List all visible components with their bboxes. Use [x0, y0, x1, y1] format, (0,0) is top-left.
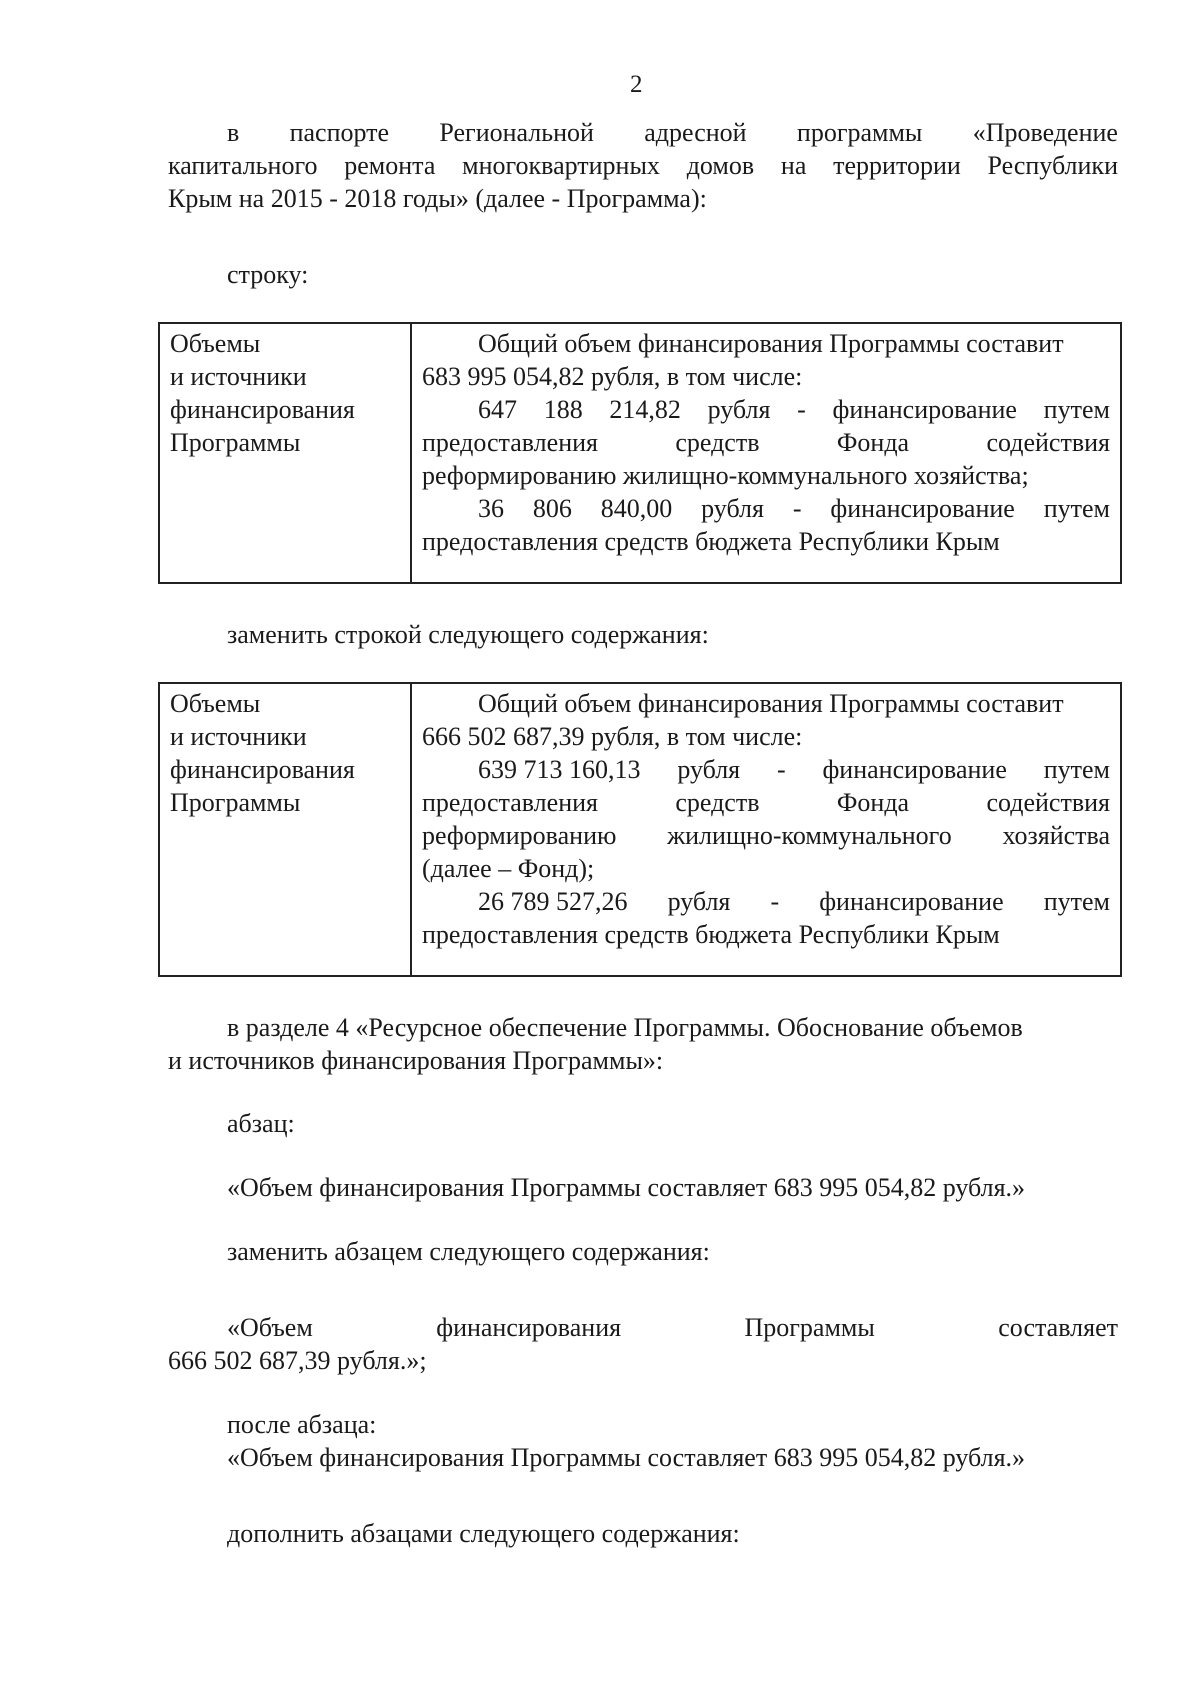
- word: -: [776, 755, 786, 784]
- word: 639 713 160,13: [478, 755, 641, 784]
- word: Республики: [987, 151, 1118, 180]
- word: составляет: [998, 1313, 1118, 1342]
- section4-line-2: и источников финансирования Программы»:: [168, 1046, 664, 1075]
- word: путем: [1043, 494, 1110, 523]
- cell-line: предоставления средств бюджета Республики Крым: [422, 527, 1000, 556]
- word: 188: [543, 395, 583, 424]
- word: предоставления: [422, 788, 598, 817]
- word: капитального: [168, 151, 318, 180]
- replace-paragraph-label: заменить абзацем следующего содержания:: [227, 1237, 710, 1266]
- word: «Проведение: [972, 118, 1118, 147]
- cell-line: финансирования: [170, 755, 355, 784]
- word: путем: [1043, 755, 1110, 784]
- word: рубля: [667, 887, 731, 916]
- after-paragraph-quote: «Объем финансирования Программы составляет 683 995 054,82 рубля.»: [227, 1443, 1026, 1472]
- word: Региональной: [439, 118, 594, 147]
- cell-line: [422, 786, 1110, 819]
- row-label: строку:: [227, 260, 309, 289]
- new-paragraph-line-1: [227, 1311, 1118, 1344]
- word: путем: [1043, 887, 1110, 916]
- cell-line: и источники: [170, 362, 307, 391]
- cell-line: и источники: [170, 722, 307, 751]
- cell-line: финансирования: [170, 395, 355, 424]
- word: на: [780, 151, 807, 180]
- table-row: [159, 323, 1121, 583]
- table-left-cell: [159, 323, 411, 583]
- word: 647: [478, 395, 517, 424]
- word: 806: [532, 494, 572, 523]
- word: финансирования: [436, 1313, 622, 1342]
- word: финансирование: [830, 494, 1015, 523]
- table-right-cell: [411, 323, 1121, 583]
- word: «Объем: [227, 1313, 313, 1342]
- old-paragraph-quote: «Объем финансирования Программы составляет 683 995 054,82 рубля.»: [227, 1173, 1026, 1202]
- word: 214,82: [609, 395, 681, 424]
- word: домов: [686, 151, 755, 180]
- word: 26 789 527,26: [478, 887, 628, 916]
- word: средств: [675, 788, 760, 817]
- cell-line: предоставления средств бюджета Республики Крым: [422, 920, 1000, 949]
- word: Фонда: [836, 428, 910, 457]
- word: содействия: [986, 788, 1110, 817]
- cell-line: Общий объем финансирования Программы составит: [478, 329, 1064, 358]
- word: финансирование: [822, 755, 1007, 784]
- word: адресной: [644, 118, 747, 147]
- cell-line: Программы: [170, 788, 301, 817]
- word: жилищно-коммунального: [667, 821, 952, 850]
- word: рубля: [677, 755, 741, 784]
- word: путем: [1043, 395, 1110, 424]
- word: хозяйства: [1002, 821, 1110, 850]
- word: финансирование: [819, 887, 1004, 916]
- word: -: [797, 395, 806, 424]
- cell-line: [422, 753, 1110, 786]
- cell-line: 666 502 687,39 рубля, в том числе:: [422, 722, 803, 751]
- cell-line: [422, 426, 1110, 459]
- table-left-cell: [159, 683, 411, 976]
- supplement-label: дополнить абзацами следующего содержания:: [227, 1519, 740, 1548]
- intro-line-3: Крым на 2015 - 2018 годы» (далее - Программа):: [168, 184, 707, 213]
- word: -: [770, 887, 780, 916]
- word: финансирование: [832, 395, 1017, 424]
- page-number: 2: [630, 71, 643, 98]
- word: программы: [796, 118, 923, 147]
- section4-line-1: в разделе 4 «Ресурсное обеспечение Программы. Обоснование объемов: [227, 1013, 1023, 1042]
- word: многоквартирных: [462, 151, 660, 180]
- word: реформированию: [422, 821, 617, 850]
- word: 840,00: [600, 494, 673, 523]
- word: ремонта: [344, 151, 436, 180]
- new-paragraph-line-2: 666 502 687,39 рубля.»;: [168, 1346, 427, 1375]
- word: территории: [833, 151, 961, 180]
- cell-line: [422, 393, 1110, 426]
- cell-line: Программы: [170, 428, 301, 457]
- new-financing-table: [158, 682, 1122, 977]
- table-row: [159, 683, 1121, 976]
- cell-line: [422, 885, 1110, 918]
- word: Фонда: [836, 788, 910, 817]
- word: средств: [675, 428, 760, 457]
- word: содействия: [986, 428, 1110, 457]
- replace-row-label: заменить строкой следующего содержания:: [227, 620, 709, 649]
- cell-line: Объемы: [170, 329, 261, 358]
- paragraph-label: абзац:: [227, 1109, 295, 1138]
- word: 36: [478, 494, 504, 523]
- word: предоставления: [422, 428, 598, 457]
- intro-line-1: [227, 116, 1118, 149]
- word: паспорте: [289, 118, 390, 147]
- word: рубля: [701, 494, 764, 523]
- table-right-cell: [411, 683, 1121, 976]
- cell-line: (далее – Фонд);: [422, 854, 595, 883]
- word: в: [227, 118, 240, 147]
- after-paragraph-label: после абзаца:: [227, 1410, 377, 1439]
- cell-line: [422, 492, 1110, 525]
- intro-line-2: [168, 149, 1118, 182]
- cell-line: 683 995 054,82 рубля, в том числе:: [422, 362, 803, 391]
- cell-line: Объемы: [170, 689, 261, 718]
- cell-line: Общий объем финансирования Программы составит: [478, 689, 1064, 718]
- word: -: [792, 494, 802, 523]
- cell-line: [422, 819, 1110, 852]
- word: Программы: [744, 1313, 875, 1342]
- old-financing-table: [158, 322, 1122, 584]
- cell-line: реформированию жилищно-коммунального хозяйства;: [422, 461, 1029, 490]
- word: рубля: [707, 395, 771, 424]
